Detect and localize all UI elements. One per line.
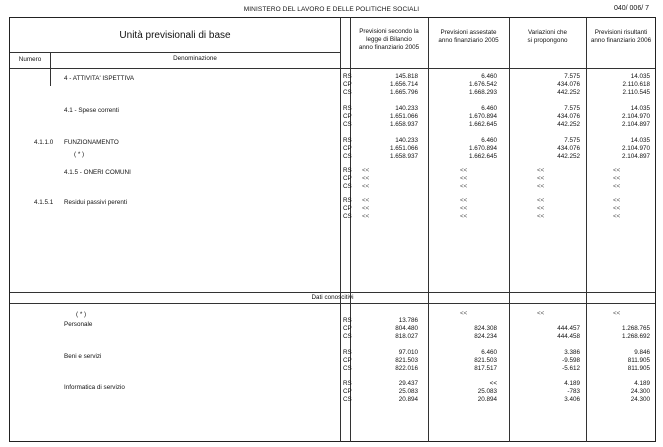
type-label: CS — [343, 89, 352, 96]
value: 6.460 — [481, 105, 497, 112]
value: 821.503 — [474, 357, 497, 364]
value: 7.575 — [564, 105, 580, 112]
cell-values — [350, 349, 418, 373]
value: 1.651.066 — [389, 145, 418, 152]
value: 6.460 — [481, 137, 497, 144]
value: 1.662.645 — [468, 121, 497, 128]
value: 1.670.894 — [468, 113, 497, 120]
value: 13.786 — [398, 317, 418, 324]
budget-table — [9, 17, 656, 442]
row-label: 4.1.5 - ONERI COMUNI — [64, 169, 131, 176]
value: 2.104.897 — [621, 153, 650, 160]
value: << — [613, 167, 621, 174]
value: 1.670.894 — [468, 145, 497, 152]
type-label: RS — [343, 380, 352, 387]
row-label: Personale — [64, 321, 93, 328]
row-divider — [10, 68, 655, 69]
value: 6.460 — [481, 349, 497, 356]
header-line: Variazioni che — [527, 29, 568, 36]
value: 7.575 — [564, 73, 580, 80]
type-label: CS — [343, 365, 352, 372]
value: 9.846 — [634, 349, 650, 356]
denominazione-header: Denominazione — [173, 55, 217, 62]
value: 4.189 — [634, 380, 650, 387]
value: 1.668.293 — [468, 89, 497, 96]
cell-values — [586, 380, 650, 404]
value: << — [537, 205, 545, 212]
cell-values — [586, 137, 650, 161]
value: 20.894 — [477, 396, 497, 403]
value: << — [537, 175, 545, 182]
row-label: Residui passivi perenti — [64, 199, 127, 206]
type-label: CS — [343, 183, 352, 190]
value: 140.233 — [395, 137, 418, 144]
row-divider — [10, 292, 655, 293]
value: << — [362, 197, 370, 204]
type-label: RS — [343, 167, 352, 174]
value: << — [460, 213, 468, 220]
value: 804.480 — [395, 325, 418, 332]
type-label: RS — [343, 197, 352, 204]
value: << — [460, 183, 468, 190]
cell-values — [460, 167, 467, 191]
header-line: anno finanziario 2006 — [590, 37, 652, 44]
ministry-header: MINISTERO DEL LAVORO E DELLE POLITICHE SOCIALI — [243, 6, 420, 13]
cell-values — [350, 73, 418, 97]
footnote-marker: ( * ) — [76, 311, 87, 318]
cell-values — [586, 349, 650, 373]
header-line: Previsioni assestate — [440, 29, 497, 36]
value: 821.503 — [395, 357, 418, 364]
value: 818.027 — [395, 333, 418, 340]
value: << — [537, 213, 545, 220]
value: 14.035 — [630, 73, 650, 80]
value: 25.083 — [477, 388, 497, 395]
value: 1.662.645 — [468, 153, 497, 160]
section-title: Dati conoscitivi — [311, 294, 354, 301]
value — [586, 317, 650, 325]
cell-values — [509, 137, 580, 161]
value: 6.460 — [481, 73, 497, 80]
cell-values — [586, 317, 650, 341]
row-types — [343, 197, 352, 221]
value: << — [613, 197, 621, 204]
numero-header: Numero — [18, 56, 42, 63]
column-header-variazioni — [509, 29, 586, 45]
type-label: RS — [343, 105, 352, 112]
cell-values — [460, 197, 467, 221]
type-label: CP — [343, 81, 352, 88]
value: 1.268.765 — [621, 325, 650, 332]
value: << — [460, 167, 468, 174]
cell-values — [428, 380, 497, 404]
type-label: CP — [343, 357, 352, 364]
col-divider — [340, 18, 341, 442]
type-label: CP — [343, 175, 352, 182]
value: 1.268.692 — [621, 333, 650, 340]
column-header-previsioni-assestate — [428, 29, 509, 45]
header-line: anno finanziario 2005 — [358, 44, 420, 51]
type-label: CP — [343, 205, 352, 212]
column-header-previsioni-risultanti — [586, 29, 656, 45]
value: 1.656.714 — [389, 81, 418, 88]
value: << — [537, 167, 545, 174]
type-label: CP — [343, 325, 352, 332]
row-number: 4.1.1.0 — [34, 139, 54, 146]
value: 1.676.542 — [468, 81, 497, 88]
cell-values — [350, 317, 418, 341]
cell-values — [428, 105, 497, 129]
value: 14.035 — [630, 137, 650, 144]
header-line: Previsioni secondo la — [359, 28, 419, 35]
cell-values — [509, 380, 580, 404]
cell-values — [613, 197, 620, 221]
value: << — [537, 310, 545, 317]
value: 25.083 — [398, 388, 418, 395]
value: 3.406 — [564, 396, 580, 403]
value: 811.905 — [627, 357, 650, 364]
type-label: CP — [343, 388, 352, 395]
value: << — [460, 310, 468, 317]
cell-values — [509, 349, 580, 373]
cell-values — [428, 73, 497, 97]
value: << — [613, 175, 621, 182]
value: << — [613, 183, 621, 190]
type-label: RS — [343, 73, 352, 80]
type-label: RS — [343, 137, 352, 144]
cell-values — [586, 105, 650, 129]
value: -783 — [567, 388, 580, 395]
value: << — [613, 310, 621, 317]
value: 2.104.970 — [621, 113, 650, 120]
value: 1.658.937 — [389, 121, 418, 128]
cell-values — [586, 73, 650, 97]
row-divider — [10, 303, 655, 304]
unit-title: Unità previsionali di base — [119, 30, 231, 41]
value: << — [460, 205, 468, 212]
row-types — [343, 167, 352, 191]
value: 2.104.897 — [621, 121, 650, 128]
footnote-marker: ( * ) — [74, 151, 85, 158]
value: 145.818 — [395, 73, 418, 80]
cell-values — [350, 137, 418, 161]
cell-values — [350, 380, 418, 404]
value: 1.665.796 — [389, 89, 418, 96]
type-label: CP — [343, 145, 352, 152]
cell-values — [509, 73, 580, 97]
row-number: 4.1.5.1 — [34, 199, 54, 206]
value: << — [537, 197, 545, 204]
header-line: Previsioni risultanti — [594, 29, 648, 36]
value: 7.575 — [564, 137, 580, 144]
value: 140.233 — [395, 105, 418, 112]
type-label: CS — [343, 213, 352, 220]
cell-values — [428, 317, 497, 341]
value: 824.234 — [474, 333, 497, 340]
cell-values — [509, 317, 580, 341]
value: 14.035 — [630, 105, 650, 112]
value: 2.110.545 — [622, 89, 650, 96]
value: 4.189 — [564, 380, 580, 387]
type-label: CS — [343, 396, 352, 403]
value: 2.104.970 — [621, 145, 650, 152]
value: 434.076 — [557, 81, 580, 88]
value: << — [489, 380, 497, 387]
value: 811.905 — [627, 365, 650, 372]
header-line: anno finanziario 2005 — [438, 37, 499, 44]
value: << — [362, 175, 370, 182]
row-label: 4.1 - Spese correnti — [64, 107, 119, 114]
value: 24.300 — [630, 396, 650, 403]
type-label: RS — [343, 349, 352, 356]
value: 442.252 — [557, 153, 580, 160]
value: 822.016 — [395, 365, 418, 372]
value: 1.658.937 — [389, 153, 418, 160]
value: << — [613, 205, 621, 212]
value: 444.457 — [557, 325, 580, 332]
cell-values — [362, 167, 369, 191]
value: 817.517 — [474, 365, 497, 372]
row-label: Informatica di servizio — [64, 384, 125, 391]
value: << — [537, 183, 545, 190]
cell-values — [350, 105, 418, 129]
row-label: 4 - ATTIVITA' ISPETTIVA — [64, 75, 135, 82]
value: 444.458 — [557, 333, 580, 340]
type-label: CS — [343, 333, 352, 340]
cell-values — [509, 105, 580, 129]
value: 434.076 — [557, 145, 580, 152]
row-label: Beni e servizi — [64, 353, 102, 360]
value: << — [362, 205, 370, 212]
column-header-previsioni-legge — [350, 28, 428, 52]
cell-values — [537, 167, 544, 191]
value: 434.076 — [557, 113, 580, 120]
value: 1.651.066 — [389, 113, 418, 120]
value: << — [362, 213, 370, 220]
value: 29.437 — [398, 380, 418, 387]
value: << — [362, 167, 370, 174]
row-label: FUNZIONAMENTO — [64, 139, 119, 146]
value: 97.010 — [398, 349, 418, 356]
value: -5.612 — [562, 365, 580, 372]
cell-values — [537, 197, 544, 221]
value: 20.894 — [398, 396, 418, 403]
value: << — [362, 183, 370, 190]
value: 24.300 — [630, 388, 650, 395]
value: 442.252 — [557, 89, 580, 96]
header-line: legge di Bilancio — [366, 36, 412, 43]
value: 3.386 — [564, 349, 580, 356]
type-label: CP — [343, 113, 352, 120]
type-label: CS — [343, 153, 352, 160]
header-line: si propongono — [527, 37, 568, 44]
type-label: RS — [343, 317, 352, 324]
cell-values — [428, 349, 497, 373]
type-label: CS — [343, 121, 352, 128]
value — [428, 317, 497, 325]
cell-values — [613, 167, 620, 191]
value: 824.308 — [474, 325, 497, 332]
document-code: 040/ 006/ 7 — [613, 5, 649, 12]
cell-values — [428, 137, 497, 161]
value: << — [613, 213, 621, 220]
value: 2.110.618 — [622, 81, 650, 88]
cell-values — [362, 197, 369, 221]
value — [509, 317, 580, 325]
value: 442.252 — [557, 121, 580, 128]
value: << — [460, 175, 468, 182]
row-divider — [10, 52, 340, 53]
value: -9.598 — [562, 357, 580, 364]
value: << — [460, 197, 468, 204]
